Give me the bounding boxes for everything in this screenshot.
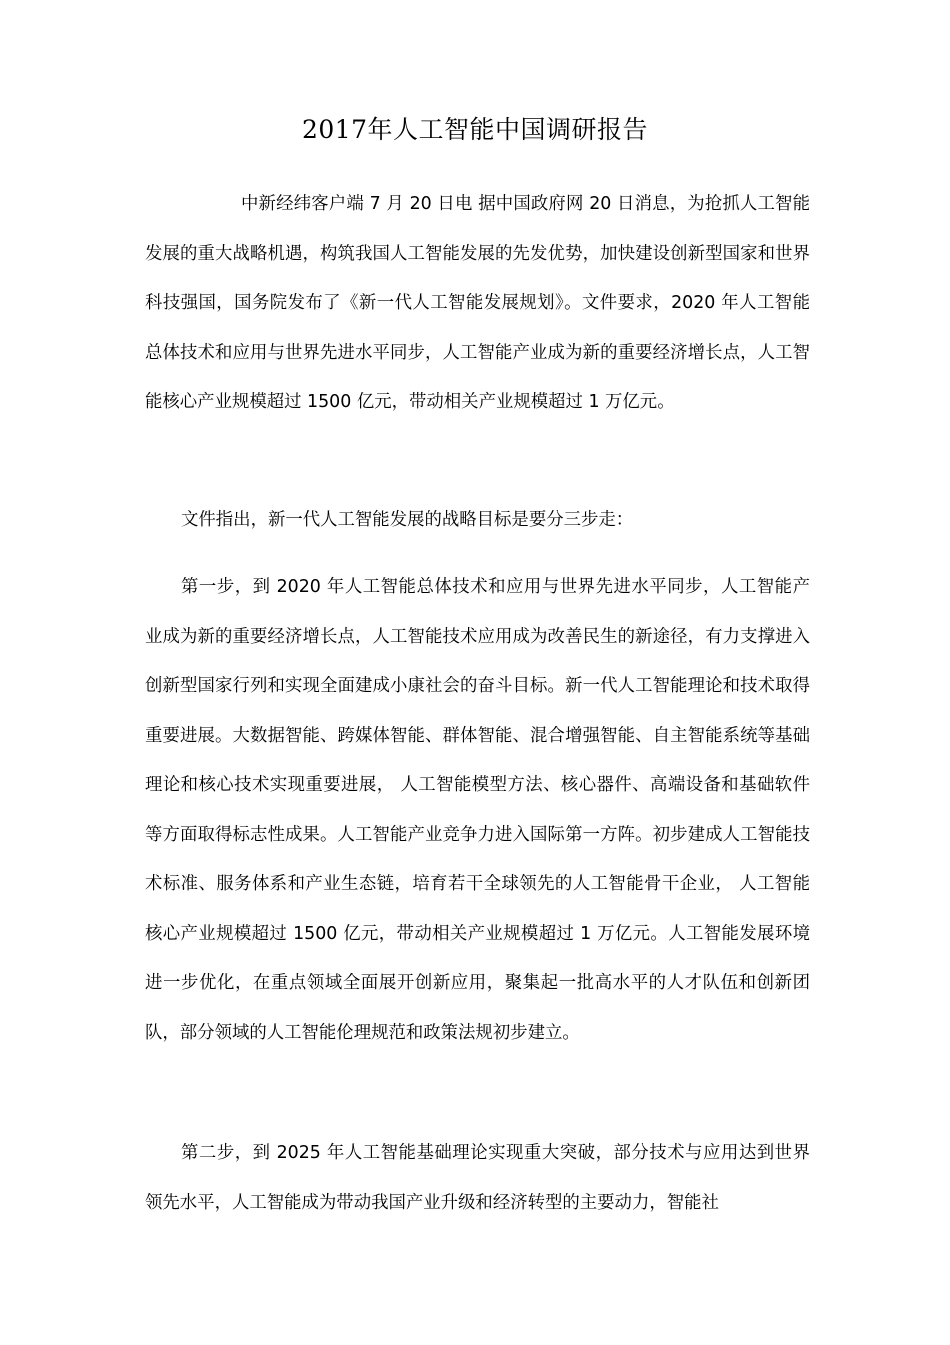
- paragraph-intro: 中新经纬客户端 7 月 20 日电 据中国政府网 20 日消息，为抢抓人工智能发展的重大战略机遇，构筑我国人工智能发展的先发优势，加快建设创新型国家和世界科技强国，国务院发布了《新一代人工智能发展规划》。文件要求，2020 年人工智能总体技术和应用与世界先进水平同步，人工智能产业成为新的重要经济增长点，人工智能核心产业规模超过 1500 亿元，带动相关产业规模超过 1 万亿元。: [145, 194, 810, 412]
- paragraph-step-one: 第一步，到 2020 年人工智能总体技术和应用与世界先进水平同步，人工智能产业成为新的重要经济增长点，人工智能技术应用成为改善民生的新途径，有力支撑进入创新型国家行列和实现全面建成小康社会的奋斗目标。新一代人工智能理论和技术取得重要进展。大数据智能、跨媒体智能、群体智能、混合增强智能、自主智能系统等基础理论和核心技术实现重要进展， 人工智能模型方法、核心器件、高端设备和基础软件等方面取得标志性成果。人工智能产业竞争力进入国际第一方阵。初步建成人工智能技术标准、服务体系和产业生态链，培育若干全球领先的人工智能骨干企业， 人工智能核心产业规模超过 1500 亿元，带动相关产业规模超过 1 万亿元。人工智能发展环境进一步优化，在重点领域全面展开创新应用，聚集起一批高水平的人才队伍和创新团队，部分领域的人工智能伦理规范和政策法规初步建立。: [145, 577, 810, 1043]
- paragraph-strategy: 文件指出，新一代人工智能发展的战略目标是要分三步走：: [181, 510, 634, 530]
- paragraph-step-two: 第二步，到 2025 年人工智能基础理论实现重大突破，部分技术与应用达到世界领先水平，人工智能成为带动我国产业升级和经济转型的主要动力，智能社: [145, 1143, 810, 1213]
- document-title: 2017年人工智能中国调研报告: [301, 115, 649, 144]
